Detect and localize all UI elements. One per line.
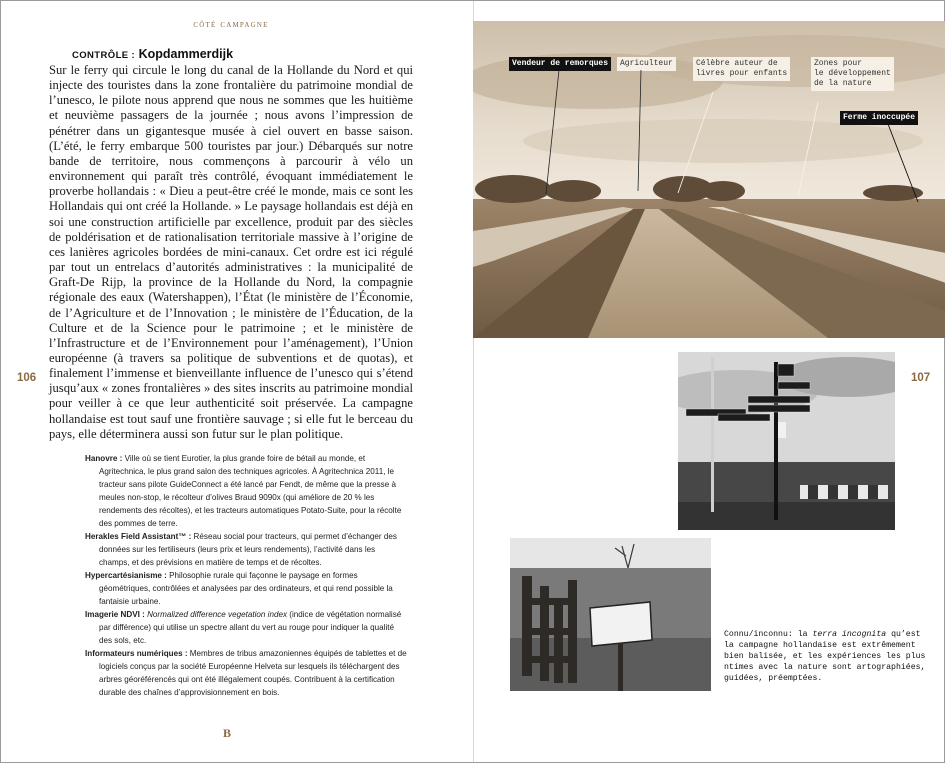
glossary-definition: Réseau social pour tracteurs, qui permet d’échanger des données sur les fertiliseurs (leurs prix et leurs rendements), l’activité dans les champs, et des prévisions en matière de temps et de récoltes. xyxy=(99,532,397,567)
section-label xyxy=(72,47,233,61)
folio-left: 106 xyxy=(17,372,37,384)
annotation-vendeur: Vendeur de remorques xyxy=(509,57,611,71)
body-paragraph: Sur le ferry qui circule le long du canal de la Hollande du Nord et qui injecte des touristes dans la zone frontalière du patrimoine mondial de l’unesco, le pilote nous apprend que nous ne sommes que les huitième et neuvième passagers de la journée ; nous avons l’impression de pénétrer dans un gigantesque musée à ciel ouvert en basse saison. (L’été, le ferry embarque 500 touristes par jour.) Débarqués sur notre bande de territoire, nous commençons à parcourir à vélo un environnement qui paraît très contrôlé, évoquant immédiatement le proverbe hollandais : « Dieu a peut-être créé le monde, mais ce sont les Hollandais qui ont créé la Hollande. » Le paysage hollandais est déjà en soi une construction artificielle par excellence, produit par des siècles de poldérisation et de rationalisation territoriale massive à l’origine de ces lanières agricoles bordées de mini-canaux. Cet ordre est ici régulé par tout un entrelacs d’autorités administratives : la municipalité de Graft-De Rijp, la province de la Hollande du Nord, la compagnie régionale des eaux (Watershappen), l’État (le ministère de l’Économie, de l’Agriculture et de l’Innovation ; le ministère de l’Éducation, de la Culture et de la Science pour le patrimoine ; et le ministère de l’Infrastructure et de l’Environnement pour l’aménagement), l’Union européenne (à travers sa politique de subventions et de quotas), et finalement l’immense et bienveillante influence de l’unesco qui s’étend jusqu’aux « zones frontalières » des sites inscrits au patrimoine mondial pour veiller à ce que leur authenticité soit préservée. La campagne hollandaise est tout sauf une frontière sauvage ; si elle fut le berceau du pays, elle déterminera aussi son futur sur le plan politique. xyxy=(49,63,413,441)
glossary-term: Hypercartésianisme : xyxy=(85,571,167,580)
leader-line-ferme xyxy=(888,124,918,202)
annotation-ferme: Ferme inoccupée xyxy=(840,111,918,125)
caption-rest: qu’est la campagne hollandaise est extrêmement bien balisée, et les expériences les plus ntimes avec la nature sont artographiées, guidées, préemptées. xyxy=(724,630,926,683)
photo-caption xyxy=(724,629,929,684)
folio-right: 107 xyxy=(911,372,931,384)
glossary-term: Imagerie NDVI : xyxy=(85,610,145,619)
glossary-entry-hanovre xyxy=(85,452,407,530)
running-head: côté campagne xyxy=(193,19,269,30)
glossary-term: Herakles Field Assistant™ : xyxy=(85,532,192,541)
body-text xyxy=(49,63,413,442)
photo-gate-info-board xyxy=(510,538,711,691)
section-name: Kopdammerdijk xyxy=(138,47,234,61)
photo-signposts xyxy=(678,352,895,530)
glossary-definition: Philosophie rurale qui façonne le paysage en formes géométriques, contrôlées et analysées par des ordinateurs, et qui rend possible la fantaisie urbaine. xyxy=(99,571,393,606)
caption-lead: Connu/inconnu: la xyxy=(724,630,813,639)
annotation-auteur: Célèbre auteur de livres pour enfants xyxy=(693,57,790,81)
glossary-italic: Normalized difference vegetation index xyxy=(147,610,287,619)
glossary-term: Informateurs numériques : xyxy=(85,649,188,658)
gate-illustration xyxy=(510,538,711,691)
glossary-definition: Membres de tribus amazoniennes équipés de tablettes et de logiciels conçus par la société Européenne Helveta sur lesquels ils téléchargent des arbres géoréférencés qui ont été illégalement coupés. Contribuent à la certification durable des chaînes d’approvisionnement en bois. xyxy=(99,649,407,697)
section-kicker: CONTRÔLE : xyxy=(72,50,136,61)
leader-line-zones xyxy=(798,102,818,197)
signpost-illustration xyxy=(678,352,895,530)
caption-italic: terra incognita xyxy=(812,630,887,639)
glossary-definition: (indice de végétation normalisé par différence) qui utilise un spectre allant du vert au rouge pour indiquer la qualité des sols, etc. xyxy=(99,610,402,645)
glossary-entry-ndvi xyxy=(85,608,407,647)
leader-line-vendeur xyxy=(546,70,559,194)
glossary-entry-informateurs xyxy=(85,647,407,699)
glossary-term: Hanovre : xyxy=(85,454,123,463)
glossary-entry-hypercartesianisme xyxy=(85,569,407,608)
annotation-leader-lines xyxy=(473,21,945,338)
leader-line-auteur xyxy=(678,92,713,193)
annotation-zones: Zones pour le développement de la nature xyxy=(811,57,894,91)
annotation-agriculteur: Agriculteur xyxy=(617,57,676,71)
glossary-definition: Ville où se tient Eurotier, la plus grande foire de bétail au monde, et Agritechnica, le plus grand salon des techniques agricoles. À Agritechnica 2011, le tracteur sans pilote GuideConnect a été lancé par Fendt, de même que la presse à meules non-stop, le récolteur d’olives Braud 9090x (qui améliore de 20 % les rendements des récoltes), et les tracteurs automatiques Potato-Suite, pour la récolte des pommes de terre. xyxy=(99,454,402,528)
glossary-entry-herakles xyxy=(85,530,407,569)
signature-mark: B xyxy=(223,726,232,740)
glossary xyxy=(85,452,407,699)
leader-line-agriculteur xyxy=(638,70,641,191)
